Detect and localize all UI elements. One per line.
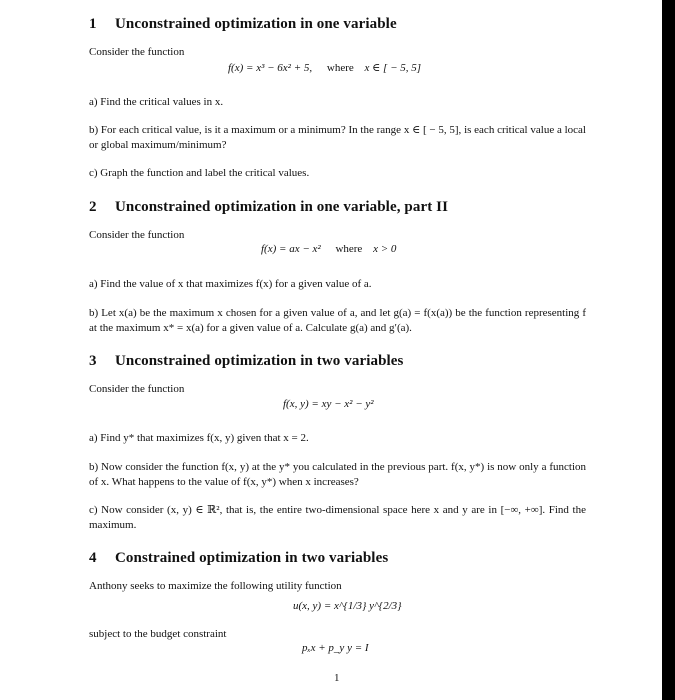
section-2-equation [261, 243, 396, 255]
section-1-equation [228, 61, 421, 74]
equation-domain: x ∈ [ − 5, 5] [364, 62, 422, 74]
section-2-part-a: a) Find the value of x that maximizes f(x) for a given value of a. [89, 278, 372, 290]
section-4-heading [89, 550, 388, 567]
page-edge-background [662, 0, 675, 700]
section-title: Constrained optimization in two variables [115, 550, 389, 566]
section-3-equation: f(x, y) = xy − x² − y² [283, 398, 374, 410]
section-title: Unconstrained optimization in one variable, part II [115, 199, 449, 215]
section-title: Unconstrained optimization in one variable [115, 16, 397, 32]
equation-where: where [335, 243, 363, 255]
section-number: 3 [89, 353, 97, 369]
equation-text: f(x) = x³ − 6x² + 5, [228, 62, 313, 74]
section-2-heading [89, 199, 448, 216]
section-number: 2 [89, 199, 97, 215]
section-1-heading [89, 16, 397, 33]
section-4-constraint-intro: subject to the budget constraint [89, 628, 227, 640]
section-3-part-c: c) Now consider (x, y) ∈ ℝ², that is, the entire two-dimensional space here x and y are in [−∞, +∞]. Find the maximum. [89, 504, 586, 531]
section-1-part-c: c) Graph the function and label the critical values. [89, 167, 310, 179]
equation-where: where [326, 62, 354, 74]
section-number: 4 [89, 550, 97, 566]
equation-domain: x > 0 [373, 243, 397, 255]
section-3-part-a: a) Find y* that maximizes f(x, y) given that x = 2. [89, 432, 309, 444]
section-4-constraint: pₓx + p_y y = I [302, 642, 369, 654]
section-2-part-b: b) Let x(a) be the maximum x chosen for a given value of a, and let g(a) = f(x(a)) be the function representing f at the maximum x* = x(a) for a given value of a. Calculate g(a) and g′(a). [89, 307, 586, 334]
equation-text: f(x) = ax − x² [261, 243, 321, 255]
section-1-intro: Consider the function [89, 46, 185, 58]
section-1-part-a: a) Find the critical values in x. [89, 96, 224, 108]
section-3-part-b: b) Now consider the function f(x, y) at the y* you calculated in the previous part. f(x, y*) is now only a function of x. What happens to the value of f(x, y*) when x increases? [89, 461, 586, 488]
section-3-heading [89, 353, 403, 370]
section-title: Unconstrained optimization in two variables [115, 353, 404, 369]
section-2-intro: Consider the function [89, 229, 185, 241]
section-1-part-b: b) For each critical value, is it a maximum or a minimum? In the range x ∈ [ − 5, 5], is each critical value a local or global maximum/minimum? [89, 124, 586, 151]
page-number: 1 [334, 672, 340, 684]
section-3-intro: Consider the function [89, 383, 185, 395]
section-4-equation: u(x, y) = x^{1/3} y^{2/3} [293, 600, 402, 612]
section-number: 1 [89, 16, 97, 32]
section-4-intro: Anthony seeks to maximize the following utility function [89, 580, 342, 592]
